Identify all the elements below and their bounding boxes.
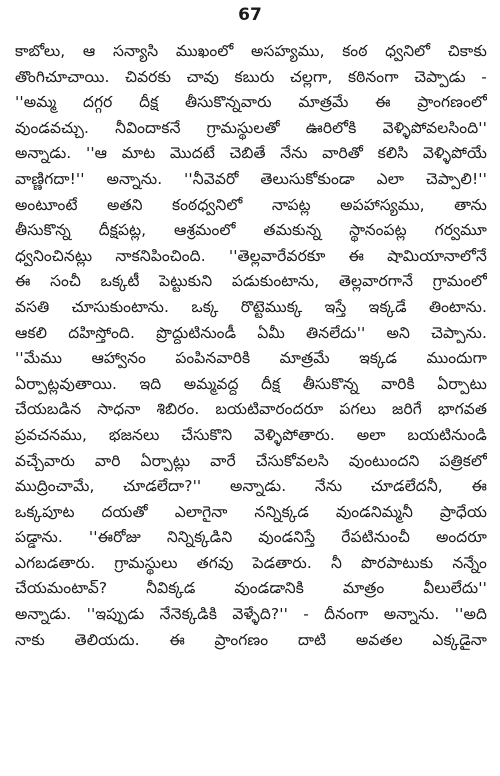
text-line: చేయమంటావ్? నీవిక్కడ వుండడానికి మాత్రం వీలులేదు'' (15, 579, 487, 598)
text-line: వచ్చేవారు వారి ఏర్పాట్లు వారే చేసుకోవలసి వుంటుందని పత్రికలో (15, 451, 487, 470)
text-line: నాకు తెలియదు. ఈ ప్రాంగణం దాటి అవతల ఎక్కడైనా (15, 630, 487, 649)
text-line: వసతి చూసుకుంటాను. ఒక్క రొట్టెముక్క ఇస్తే ఇక్కడే తింటాను. (15, 297, 487, 316)
text-line: చేయబడిన సాధనా శిబిరం. బయటివారందరూ పగలు జరిగే భాగవత (15, 400, 487, 419)
text-line: వుండవచ్చు. నీవిందాకనే గ్రామస్థులతో ఊరిలోకి వెళ్ళిపోవలసింది'' (15, 118, 487, 137)
text-line: ఈ సంచీ ఒక్కటీ పెట్టుకుని పడుకుంటాను, తెల్లవారగానే గ్రామంలో (15, 272, 487, 291)
text-line: కాబోలు, ఆ సన్యాసి ముఖంలో అసహ్యము, కంఠ ధ్వనిలో చికాకు (15, 42, 487, 60)
text-line: తీసుకొన్న దీక్షపట్ల, ఆశ్రమంలో తమకున్న స్థానంపట్ల గర్వమూ (15, 221, 487, 240)
text-line: ''మేము ఆహ్వానం పంపినవారికి మాత్రమే ఇక్కడ ముందుగా (15, 349, 487, 368)
text-line: తొంగిచూచాయి. చివరకు చావు కబురు చల్లగా, కఠినంగా చెప్పాడు - (15, 67, 487, 86)
page-number: 67 (238, 5, 262, 25)
text-line: అన్నాడు. ''ఆ మాట మొదటే చెబితే నేను వారితో కలిసి వెళ్ళిపోయే (15, 144, 487, 163)
body-text (15, 39, 487, 653)
text-line: ఆకలి దహిస్తోంది. ప్రొద్దుటినుండీ ఏమీ తినలేదు'' అని చెప్పాను. (15, 323, 487, 342)
text-line: ధ్వనించినట్లు నాకనిపించింది. ''తెల్లవారేవరకూ ఈ షామియానాలోనే (15, 246, 487, 265)
text-line: అంటూంటే అతని కంఠధ్వనిలో నాపట్ల అపహాస్యము, తాను (15, 195, 487, 214)
text-line: ఏర్పాట్లవుతాయి. ఇది అమ్మవద్ద దీక్ష తీసుకొన్న వారికి ఏర్పాటు (15, 374, 487, 393)
text-line: ప్రవచనము, భజనలు చేసుకొని వెళ్ళిపోతారు. అలా బయటినుండి (15, 425, 487, 444)
text-line: ''అమ్మ దగ్గర దీక్ష తీసుకొన్నవారు మాత్రమే ఈ ప్రాంగణంలో (15, 93, 487, 112)
text-line: ఒక్కపూట దయతో ఎలాగైనా నన్నిక్కడ వుండనిమ్మనీ ప్రాధేయ (15, 502, 487, 521)
text-line: పడ్డాను. ''ఈరోజు నిన్నిక్కడిని వుండనిస్తే రేపటినుంచీ అందరూ (15, 528, 487, 547)
text-line: వాణ్ణిగదా!'' అన్నాను. ''నీవెవరో తెలుసుకోకుండా ఎలా చెప్పాలి!'' (15, 169, 487, 188)
text-line: అన్నాడు. ''ఇప్పుడు నేనెక్కడికి వెళ్ళేది?'' - దీనంగా అన్నాను. ''అది (15, 605, 487, 624)
text-line: ఎగబడతారు. గ్రామస్థులు తగవు పెడతారు. నీ పొరపాటుకు నన్నేం (15, 553, 487, 572)
text-line: ముద్రించామే, చూడలేదా?'' అన్నాడు. నేను చూడలేదనీ, ఈ (15, 477, 487, 496)
